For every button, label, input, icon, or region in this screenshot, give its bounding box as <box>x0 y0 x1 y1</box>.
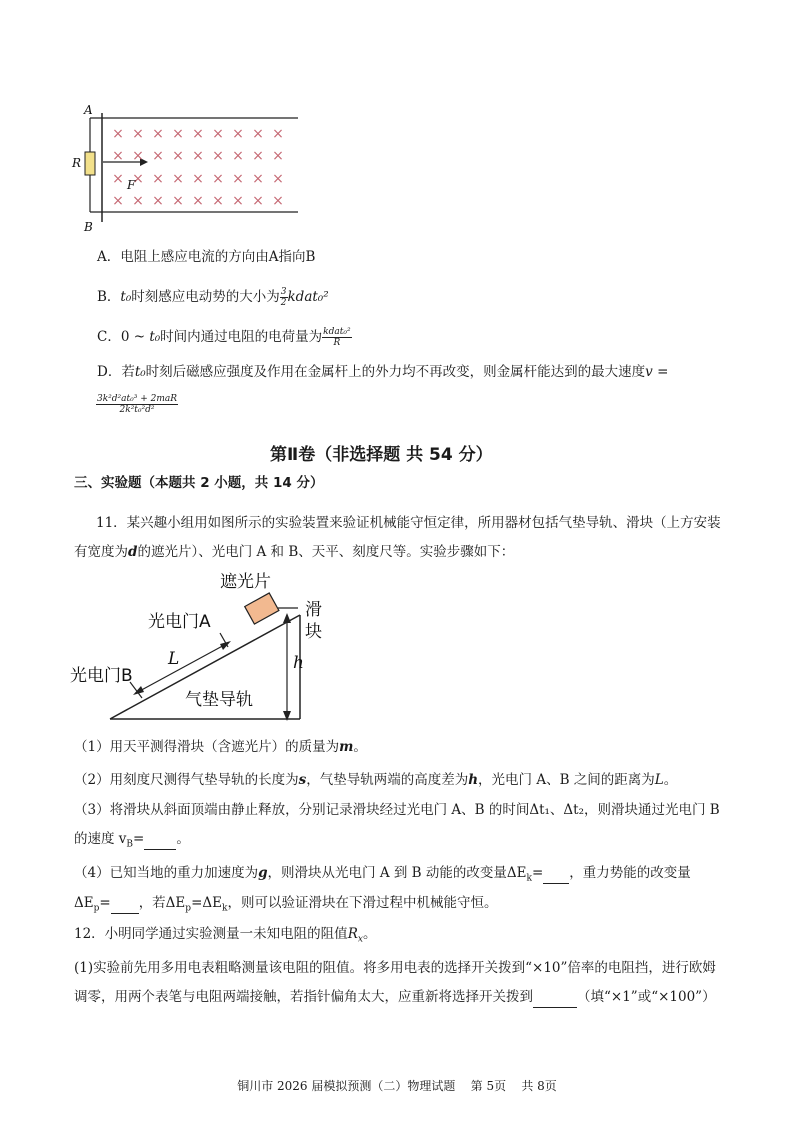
field-cross: × <box>252 193 264 209</box>
q11-step2 <box>74 770 677 790</box>
label-f: F <box>127 178 136 192</box>
field-cross: × <box>272 171 284 187</box>
field-cross: × <box>232 171 244 187</box>
field-cross: × <box>112 193 124 209</box>
field-cross: × <box>212 171 224 187</box>
label-shutter: 遮光片 <box>220 572 271 592</box>
q12-intro <box>74 924 376 950</box>
air-track-figure <box>70 565 340 725</box>
field-cross: × <box>192 126 204 142</box>
field-cross: × <box>232 193 244 209</box>
q11-step1-m: m <box>339 739 354 755</box>
option-b-expr: kdat₀² <box>287 289 329 305</box>
magnetic-field-crosses <box>112 126 284 209</box>
option-d-frac-den: 2k²t₀²d² <box>119 405 155 415</box>
label-slider-2: 块 <box>305 622 322 642</box>
field-cross: × <box>252 171 264 187</box>
q11-step4-k2: k <box>221 903 228 914</box>
option-b-t0: t₀ <box>120 289 132 305</box>
q12-p1-line1: (1)实验前先用多用电表粗略测量该电阻的阻值。将多用电表的选择开关拨到“×10”倍率的电阻挡，进行欧姆 <box>74 960 716 976</box>
q12-intro-b: 。 <box>362 926 377 942</box>
q11-step4-p2: p <box>185 903 192 914</box>
q12-intro-a: 12．小明同学通过实验测量一未知电阻的阻值 <box>74 926 348 942</box>
field-cross: × <box>172 193 184 209</box>
option-d-frac <box>96 394 178 415</box>
label-L: L <box>168 649 180 669</box>
shutter-block <box>245 593 279 624</box>
option-d-fraction <box>96 394 178 415</box>
q11-step4-a: （4）已知当地的重力加速度为 <box>74 865 259 881</box>
field-cross: × <box>192 171 204 187</box>
resistor <box>85 152 95 175</box>
field-cross: × <box>152 126 164 142</box>
q11-step2-c: ，光电门 A、B 之间的距离为 <box>478 772 655 788</box>
field-cross: × <box>112 148 124 164</box>
label-rail: 气垫导轨 <box>185 690 253 710</box>
q12-intro-R: R <box>347 926 358 942</box>
option-b-frac-num: 3 <box>280 287 287 297</box>
q11-step4-line1 <box>74 863 691 889</box>
field-cross: × <box>212 193 224 209</box>
field-cross: × <box>172 126 184 142</box>
field-cross: × <box>192 193 204 209</box>
q11-step3-sub: B <box>126 839 134 850</box>
field-cross: × <box>172 171 184 187</box>
q11-intro-2b: 的遮光片）、光电门 A 和 B、天平、刻度尺等。实验步骤如下： <box>137 544 515 560</box>
field-cross: × <box>152 193 164 209</box>
q11-step2-s: s <box>298 772 307 788</box>
label-a: A <box>84 103 93 117</box>
q11-intro-line1: 11．某兴趣小组用如图所示的实验装置来验证机械能守恒定律，所用器材包括气垫导轨、滑块（上方安装 <box>96 515 721 531</box>
q11-step4-k: k <box>526 873 532 884</box>
option-b-frac-den: 2 <box>280 298 287 308</box>
q11-step3-line1: （3）将滑块从斜面顶端由静止释放，分别记录滑块经过光电门 A、B 的时间Δt₁、Δt₂，则滑块通过光电门 B <box>74 802 720 818</box>
q11-step4-e: ΔE <box>74 895 94 911</box>
q11-intro-line2 <box>74 542 514 562</box>
label-gate-a: 光电门A <box>148 612 211 632</box>
field-cross: × <box>272 126 284 142</box>
option-a <box>97 247 315 267</box>
field-cross: × <box>132 126 144 142</box>
field-cross: × <box>232 126 244 142</box>
option-d-v: v = <box>645 364 669 380</box>
q12-p1-line2-b: （填“×1”或“×100”） <box>577 989 716 1005</box>
q11-step4-c: = <box>531 865 544 881</box>
label-gate-b: 光电门B <box>70 666 133 686</box>
option-c-text: 时间内通过电阻的电荷量为 <box>160 329 323 345</box>
field-cross: × <box>212 148 224 164</box>
q11-step4-g2: ，若ΔE <box>138 895 186 911</box>
q11-step1-a: （1）用天平测得滑块（含遮光片）的质量为 <box>74 739 340 755</box>
field-cross: × <box>252 148 264 164</box>
label-h: h <box>293 653 304 673</box>
field-cross: × <box>112 126 124 142</box>
option-c-frac-num: kdat₀² <box>323 327 351 337</box>
field-cross: × <box>192 148 204 164</box>
q12-intro-x: x <box>357 934 363 945</box>
q11-ek-blank[interactable] <box>543 863 569 884</box>
field-cross: × <box>152 148 164 164</box>
field-cross: × <box>272 193 284 209</box>
page-footer: 铜川市 2026 届模拟预测（二）物理试题 第 5页 共 8页 <box>237 1079 557 1093</box>
option-c-fraction <box>322 327 351 348</box>
q11-step2-h: h <box>468 772 479 788</box>
q11-step1 <box>74 737 367 757</box>
field-cross: × <box>172 148 184 164</box>
q11-vB-blank[interactable] <box>144 829 176 850</box>
q11-step2-a: （2）用刻度尺测得气垫导轨的长度为 <box>74 772 299 788</box>
rail-circuit-diagram <box>70 100 310 235</box>
field-cross: × <box>132 148 144 164</box>
q11-step3-d: 。 <box>176 831 190 847</box>
label-slider-1: 滑 <box>305 600 322 620</box>
q11-step3-c: = <box>133 831 145 847</box>
option-c-frac-den: R <box>333 338 341 348</box>
option-b <box>97 285 329 309</box>
option-b-text: 时刻感应电动势的大小为 <box>131 289 280 305</box>
label-b: B <box>84 220 93 234</box>
q11-step3-line2 <box>74 829 190 855</box>
option-d-text: 时刻后磁感应强度及作用在金属杆上的外力均不再改变，则金属杆能达到的最大速度 <box>145 364 646 380</box>
q11-intro-2a: 有宽度为 <box>74 544 128 560</box>
q12-p1-line2-a: 调零，用两个表笔与电阻两端接触，若指针偏角太大，应重新将选择开关拨到 <box>74 989 533 1005</box>
q11-step2-b: ，气垫导轨两端的高度差为 <box>306 772 469 788</box>
q11-step4-line2 <box>74 893 497 919</box>
q11-ep-blank[interactable] <box>111 893 139 914</box>
option-c <box>97 325 352 349</box>
q11-step3-b: 的速度 v <box>74 831 127 847</box>
field-cross: × <box>132 193 144 209</box>
q12-range-blank[interactable] <box>533 987 577 1008</box>
q11-step4-h: =ΔE <box>191 895 222 911</box>
q11-step1-b: 。 <box>353 739 367 755</box>
option-d-frac-num: 3k²d²at₀³ + 2maR <box>97 394 178 404</box>
option-c-prefix: C．0 ~ <box>97 329 150 345</box>
q11-step2-L: L <box>654 772 664 788</box>
option-d-t0: t₀ <box>134 364 146 380</box>
q11-intro-d: d <box>128 544 138 560</box>
field-cross: × <box>232 148 244 164</box>
q11-step4-i: ，则可以验证滑块在下滑过程中机械能守恒。 <box>227 895 498 911</box>
field-cross: × <box>212 126 224 142</box>
q11-step4-g: g <box>258 865 268 881</box>
q12-p1-line2 <box>74 987 716 1008</box>
q11-step4-p: p <box>93 903 100 914</box>
section-title: 第Ⅱ卷（非选择题 共 54 分） <box>270 445 493 465</box>
field-cross: × <box>152 171 164 187</box>
option-b-prefix: B． <box>97 289 121 305</box>
option-d <box>97 362 668 382</box>
field-cross: × <box>272 148 284 164</box>
option-b-fraction <box>280 287 288 308</box>
q11-step4-f: = <box>99 895 111 911</box>
rail-circuit-figure <box>70 100 310 235</box>
field-cross: × <box>132 171 144 187</box>
q11-step2-d: 。 <box>663 772 678 788</box>
label-r: R <box>72 156 82 170</box>
q11-step4-b: ，则滑块从光电门 A 到 B 动能的改变量ΔE <box>267 865 527 881</box>
field-cross: × <box>112 171 124 187</box>
field-cross: × <box>252 126 264 142</box>
q11-step4-d: ，重力势能的改变量 <box>569 865 691 881</box>
option-c-t0: t₀ <box>149 329 161 345</box>
section-heading: 三、实验题（本题共 2 小题，共 14 分） <box>74 475 324 491</box>
option-d-prefix: D．若 <box>97 364 135 380</box>
option-a-text: A．电阻上感应电流的方向由A指向B <box>97 249 316 265</box>
